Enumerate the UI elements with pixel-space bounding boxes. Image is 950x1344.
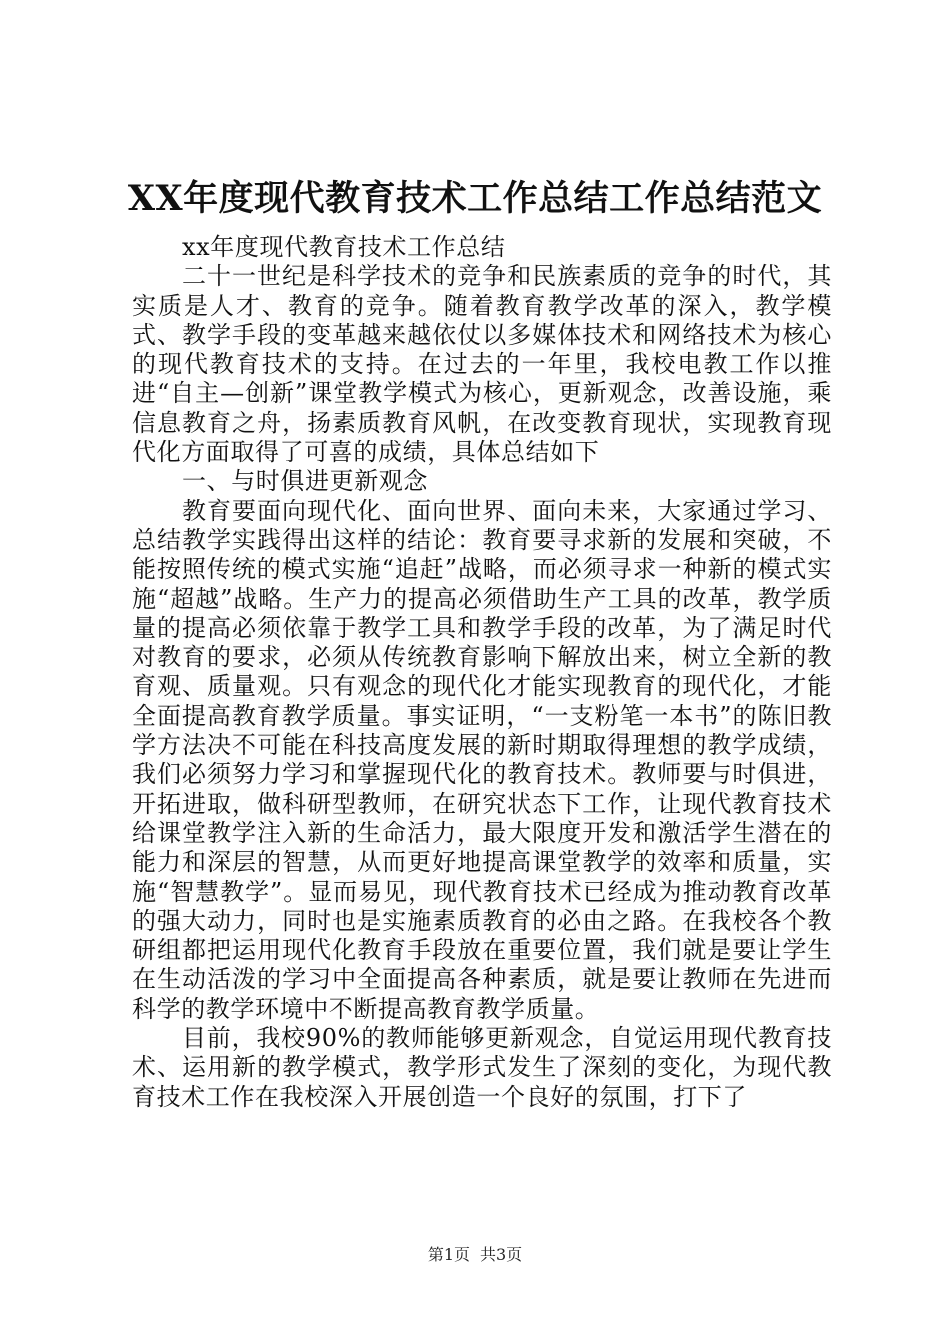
intro-paragraph: 二十一世纪是科学技术的竞争和民族素质的竞争的时代，其实质是人才、教育的竞争。随着教育教学改革的深入，教学模式、教学手段的变革越来越依仗以多媒体技术和网络技术为核心的现代教育技术的支持。在过去的一年里，我校电教工作以推进“自主—创新”课堂教学模式为核心，更新观念，改善设施，乘信息教育之舟，扬素质教育风帆，在改变教育现状，实现教育现代化方面取得了可喜的成绩，具体总结如下: [132, 262, 832, 467]
document-title: XX年度现代教育技术工作总结工作总结范文: [127, 178, 823, 219]
page-number: 第1页: [427, 1245, 470, 1264]
body-paragraph: 目前，我校90%的教师能够更新观念，自觉运用现代教育技术、运用新的教学模式，教学形式发生了深刻的变化，为现代教育技术工作在我校深入开展创造一个良好的氛围，打下了: [132, 1024, 832, 1111]
page-footer: [0, 1245, 950, 1264]
subtitle-paragraph: xx年度现代教育技术工作总结: [182, 233, 506, 261]
section-heading: 一、与时俱进更新观念: [182, 467, 428, 496]
page-total: 共3页: [480, 1245, 523, 1264]
body-paragraph: 教育要面向现代化、面向世界、面向未来，大家通过学习、总结教学实践得出这样的结论：教育要寻求新的发展和突破，不能按照传统的模式实施“追赶”战略，而必须寻求一种新的模式实施“超越”战略。生产力的提高必须借助生产工具的改革，教学质量的提高必须依靠于教学工具和教学手段的改革，为了满足时代对教育的要求，必须从传统教育影响下解放出来，树立全新的教育观、质量观。只有观念的现代化才能实现教育的现代化，才能全面提高教育教学质量。事实证明，“一支粉笔一本书”的陈旧教学方法决不可能在科技高度发展的新时期取得理想的教学成绩，我们必须努力学习和掌握现代化的教育技术。教师要与时俱进，开拓进取，做科研型教师，在研究状态下工作，让现代教育技术给课堂教学注入新的生命活力，最大限度开发和激活学生潜在的能力和深层的智慧，从而更好地提高课堂教学的效率和质量，实施“智慧教学”。显而易见，现代教育技术已经成为推动教育改革的强大动力，同时也是实施素质教育的必由之路。在我校各个教研组都把运用现代化教育手段放在重要位置，我们就是要让学生在生动活泼的学习中全面提高各种素质，就是要让教师在先进而科学的教学环境中不断提高教育教学质量。: [132, 496, 832, 1023]
document-body: [132, 233, 832, 1112]
